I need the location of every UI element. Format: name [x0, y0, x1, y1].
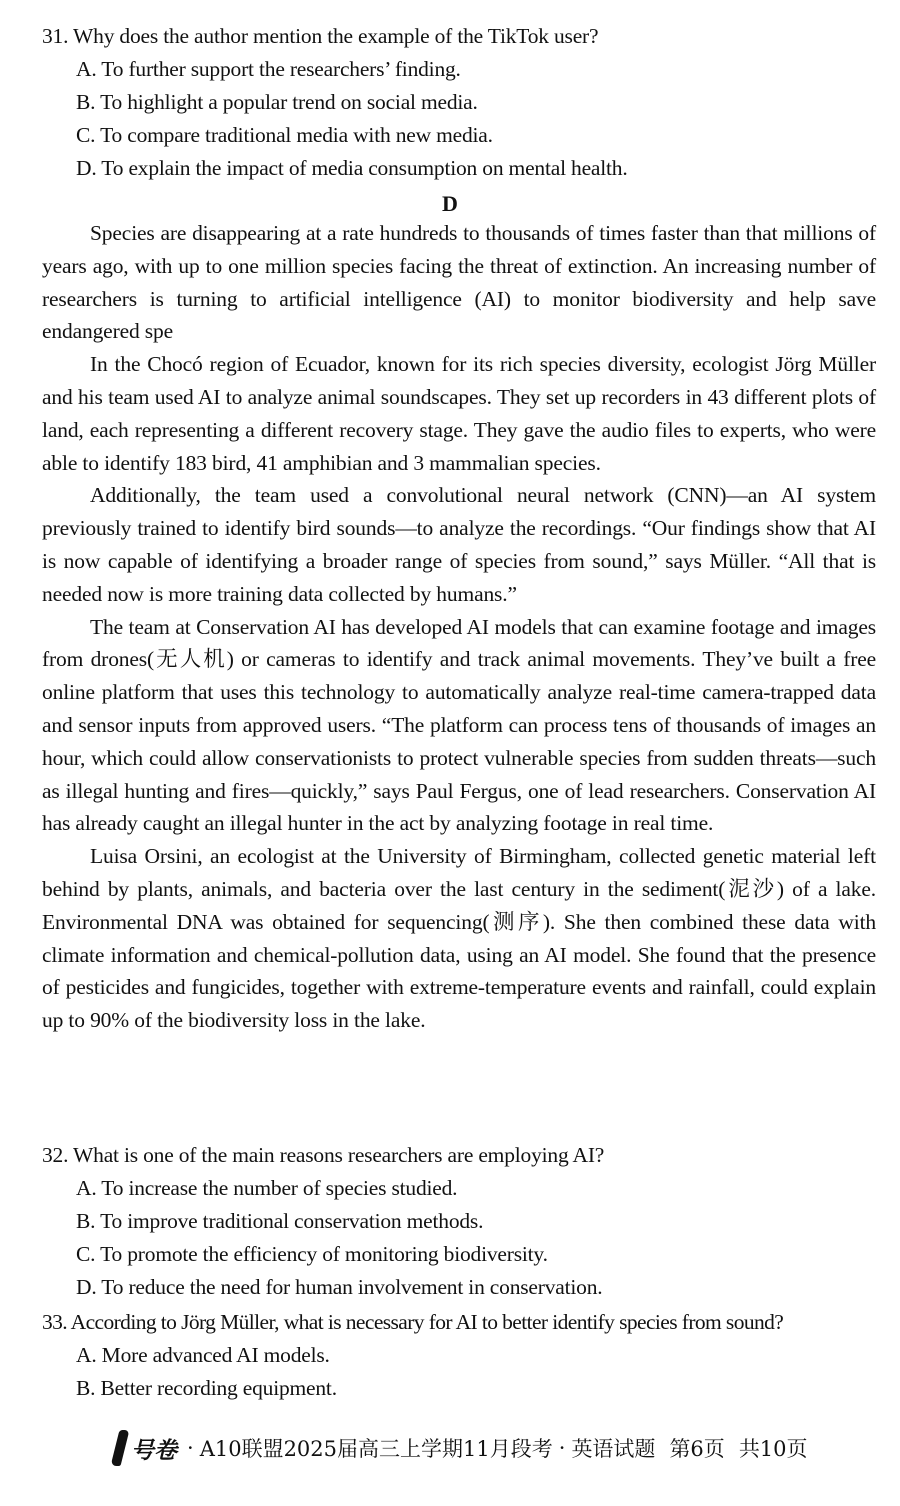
page-number: 第6页: [669, 1437, 725, 1461]
question-33-option-b: B. Better recording equipment.: [76, 1376, 337, 1400]
question-31-option-d: D. To explain the impact of media consumption on mental health.: [76, 156, 628, 180]
passage-paragraph-5: Luisa Orsini, an ecologist at the University of Birmingham, collected genetic material left behind by plants, animals, and bacteria over the last century in the sediment(泥沙) of a lake. Environmental DNA was obtained for sequencing(测序). She then combined these data with climate information and chemical-pollution data, using an AI model. She found that the presence of pesticides and fungicides, together with extreme-temperature events and rainfall, could explain up to 90% of the biodiversity loss in the lake.: [42, 844, 876, 1033]
question-32-stem: 32. What is one of the main reasons researchers are employing AI?: [42, 1143, 605, 1167]
question-31-option-a: A. To further support the researchers’ finding.: [76, 57, 461, 81]
footer-separator: ·: [187, 1436, 194, 1460]
passage-paragraph-1: Species are disappearing at a rate hundreds to thousands of times faster than that millions of years ago, with up to one million species facing the threat of extinction. An increasing number of researchers is turning to artificial intelligence (AI) to monitor biodiversity and help save endangered spe: [42, 221, 876, 344]
question-31-option-c: C. To compare traditional media with new media.: [76, 123, 493, 147]
reading-passage: [42, 217, 876, 1037]
brush-stroke-logo-icon: [111, 1430, 130, 1466]
passage-paragraph-2: In the Chocó region of Ecuador, known for its rich species diversity, ecologist Jörg Müller and his team used AI to analyze animal soundscapes. They set up recorders in 43 different plots of land, each representing a different recovery stage. They gave the audio files to experts, who were able to identify 183 bird, 41 amphibian and 3 mammalian species.: [42, 352, 876, 475]
question-32-option-a: A. To increase the number of species studied.: [76, 1176, 458, 1200]
question-32-option-d: D. To reduce the need for human involvement in conservation.: [76, 1275, 603, 1299]
publisher-logo-text: 号卷: [131, 1436, 177, 1464]
total-pages: 共10页: [738, 1437, 808, 1461]
question-31-stem: 31. Why does the author mention the example of the TikTok user?: [42, 24, 599, 48]
subject-name: 英语试题: [571, 1437, 656, 1461]
page-footer: [115, 1428, 808, 1468]
question-32-option-c: C. To promote the efficiency of monitoring biodiversity.: [76, 1242, 548, 1266]
question-33-stem: 33. According to Jörg Müller, what is necessary for AI to better identify species from sound?: [42, 1310, 784, 1334]
question-32-option-b: B. To improve traditional conservation methods.: [76, 1209, 484, 1233]
question-33-option-a: A. More advanced AI models.: [76, 1343, 330, 1367]
passage-paragraph-3: Additionally, the team used a convolutional neural network (CNN)—an AI system previously trained to identify bird sounds—to analyze the recordings. “Our findings show that AI is now capable of identifying a broader range of species from sound,” says Müller. “All that is needed now is more training data collected by humans.”: [42, 483, 876, 606]
footer-separator: ·: [558, 1436, 566, 1460]
passage-paragraph-4: The team at Conservation AI has developed AI models that can examine footage and images from drones(无人机) or cameras to identify and track animal movements. They’ve built a free online platform that uses this technology to automatically analyze real-time camera-trapped data and sensor inputs from approved users. “The platform can process tens of thousands of images an hour, which could allow conservationists to protect vulnerable species from sudden threats—such as illegal hunting and fires—quickly,” says Paul Fergus, one of lead researchers. Conservation AI has already caught an illegal hunter in the act by analyzing footage in real time.: [42, 614, 876, 836]
section-title: D: [442, 191, 458, 216]
question-31-option-b: B. To highlight a popular trend on social media.: [76, 90, 478, 114]
exam-name: A10联盟2025届高三上学期11月段考: [199, 1437, 553, 1461]
